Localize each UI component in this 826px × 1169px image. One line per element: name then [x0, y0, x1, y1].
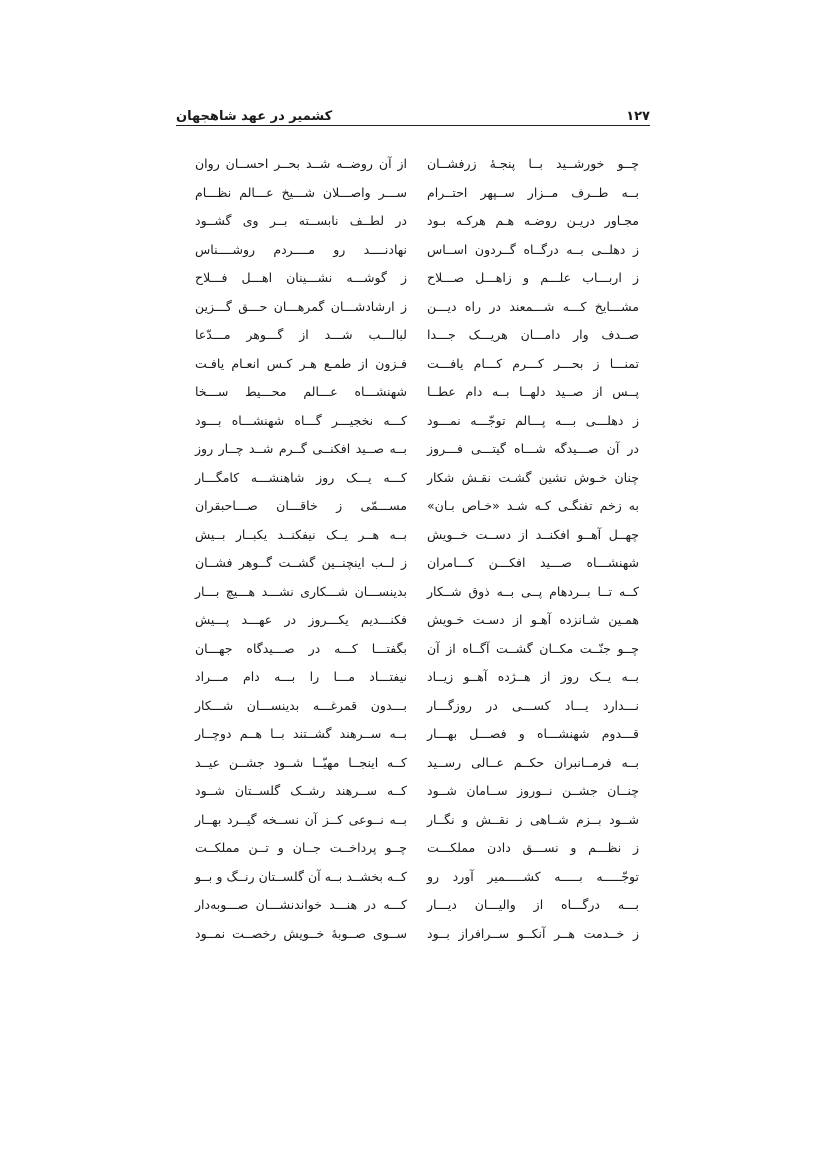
verse-hemistich: کـــه یـــک روز شاهنشـــه کامگـــار	[195, 469, 407, 485]
verse-hemistich: چــو خورشــید بــا پنجـهٔ زرفشــان	[427, 156, 639, 171]
verse-hemistich: شهنشـــاه صـــید افکـــن کـــامران	[427, 555, 639, 570]
verse-hemistich: همـین شـانزده آهـو از دسـت خـویش	[427, 612, 639, 627]
verse-hemistich: ز اربـــاب علـــم و زاهـــل صـــلاح	[427, 270, 639, 285]
verse-hemistich: کــه اینجــا مهیّــا شــود جشــن عیــد	[195, 754, 407, 770]
verse-hemistich: ز گوشـــه نشـــینان اهـــل فـــلاح	[195, 270, 407, 285]
verse-hemistich: بــه ســرهند گشــتند بــا هــم دوچــار	[195, 726, 407, 741]
verse-hemistich: بــه فرمــانبران حکــم عــالی رســید	[427, 754, 639, 770]
verse-hemistich: بدینســـان شـــکاری نشـــد هـــیچ بـــار	[195, 583, 407, 599]
verse-hemistich: ز لــب اینچنــین گشــت گــوهر فشــان	[195, 555, 407, 570]
verse-hemistich: بـــدون قمرغـــه بدینســـان شـــکار	[195, 697, 407, 713]
verse-hemistich: قـــدوم شهنشـــاه و فصـــل بهـــار	[427, 726, 639, 741]
running-title: کشمیر در عهد شاهجهان	[176, 109, 333, 124]
verse-hemistich: کــه ســرهند رشــک گلســتان شــود	[195, 783, 407, 798]
running-head	[176, 98, 650, 124]
verse-hemistich: ز دهلــی بــه درگــاه گــردون اســاس	[427, 241, 639, 257]
verse-hemistich: بــه طــرف مــزار ســپهر احتــرام	[427, 184, 639, 200]
verse-hemistich: ز خــدمت هــر آنکــو ســرافراز بــود	[427, 925, 639, 941]
verse-hemistich: صــدف وار دامـــان هریـــک جـــدا	[427, 327, 639, 342]
verse-hemistich: چــو پرداخــت جــان و تــن مملکــت	[195, 840, 407, 855]
verse-hemistich: فکنـــدیم یکـــروز در عهـــد پـــیش	[195, 612, 407, 627]
verse-hemistich: چهــل آهــو افکنــد از دســت خــویش	[427, 526, 639, 542]
verse-hemistich: بـــه درگـــاه از والیـــان دیـــار	[427, 897, 639, 912]
verse-hemistich: بگفتـــا کـــه در صـــیدگاه جهـــان	[195, 640, 407, 656]
verse-hemistich: در لطــف نابســته بــر وی گشــود	[195, 213, 407, 228]
header-rule	[176, 125, 650, 126]
verse-column-left	[195, 150, 407, 948]
verse-hemistich: در آن صـــیدگه شـــاه گیتـــی فـــروز	[427, 441, 639, 456]
verse-hemistich: چنان خـوش نشین گشـت نقـش شکار	[427, 469, 639, 485]
verse-hemistich: نـــدارد یـــاد کســـی در روزگـــار	[427, 697, 639, 713]
verse-hemistich: از آن روضــه شــد بحــر احســان روان	[195, 156, 407, 171]
verse-hemistich: چــو جنّــت مکــان گشــت آگــاه از آن	[427, 640, 639, 656]
verse-hemistich: نیفتـــاد مـــا را بـــه دام مـــراد	[195, 669, 407, 684]
verse-hemistich: ســوی صــوبهٔ خــویش رخصــت نمــود	[195, 925, 407, 941]
verse-hemistich: مشـــایخ کـــه شـــمعند در راه دیـــن	[427, 298, 639, 314]
verse-hemistich: تمنـــا ز بحـــر کـــرم کـــام یافـــت	[427, 355, 639, 371]
verse-hemistich: بــه صــید افکنــی گــرم شــد چــار روز	[195, 441, 407, 456]
verse-hemistich: شهنشـــاه عـــالم محـــیط ســـخا	[195, 384, 407, 399]
verse-hemistich: توجّـــــه بـــــه کشـــــمیر آورد رو	[427, 868, 639, 884]
verse-hemistich: پــس از صــید دلهــا بــه دام عطــا	[427, 384, 639, 399]
verse-hemistich: ز دهلـــی بـــه پـــالم توجّـــه نمـــود	[427, 412, 639, 428]
verse-hemistich: بــه هــر یــک نیفکنــد یکبــار بــیش	[195, 526, 407, 542]
verse-hemistich: کـــه در هنـــد خواندنشـــان صـــوبه‌دار	[195, 897, 407, 912]
page-number: ۱۲۷	[626, 109, 650, 124]
verse-hemistich: ســـر واصـــلان شـــیخ عـــالم نظـــام	[195, 184, 407, 200]
verse-hemistich: کـــه نخجیـــر گـــاه شهنشـــاه بـــود	[195, 412, 407, 428]
verse-hemistich: مســـمّی ز خاقـــان صـــاحبقران	[195, 498, 407, 513]
verse-hemistich: بــه یــک روز از هــژده آهــو زیــاد	[427, 669, 639, 684]
verse-hemistich: چنــان جشــن نــوروز ســامان شــود	[427, 783, 639, 798]
verse-hemistich: شــود بــزم شــاهی ز نقــش و نگــار	[427, 811, 639, 827]
verse-hemistich: به زخم تفنگـی کـه شـد «خـاص بـان»	[427, 498, 639, 513]
verse-hemistich: بــه نــوعی کــز آن نســخه گیــرد بهــار	[195, 811, 407, 827]
verse-hemistich: مجـاور دریـن روضـه هـم هرکـه بـود	[427, 213, 639, 228]
verse-hemistich: کــه بخشــد بــه آن گلســتان رنــگ و بــو	[195, 868, 407, 884]
verse-hemistich: ز ارشادشـــان گمرهـــان حـــق گـــزین	[195, 298, 407, 314]
verse-hemistich: کــه تــا بــردهام پــی بــه ذوق شــکار	[427, 583, 639, 599]
verse-hemistich: ز نظـــم و نســـق دادن مملکـــت	[427, 840, 639, 855]
verse-hemistich: نهادنــــد رو مــــردم روشــــناس	[195, 241, 407, 257]
verse-hemistich: لبالـــب شـــد از گـــوهر مـــدّعا	[195, 327, 407, 342]
verse-column-right	[427, 150, 639, 948]
verse-hemistich: فـزون از طمـع هـر کـس انعـام یافـت	[195, 355, 407, 371]
